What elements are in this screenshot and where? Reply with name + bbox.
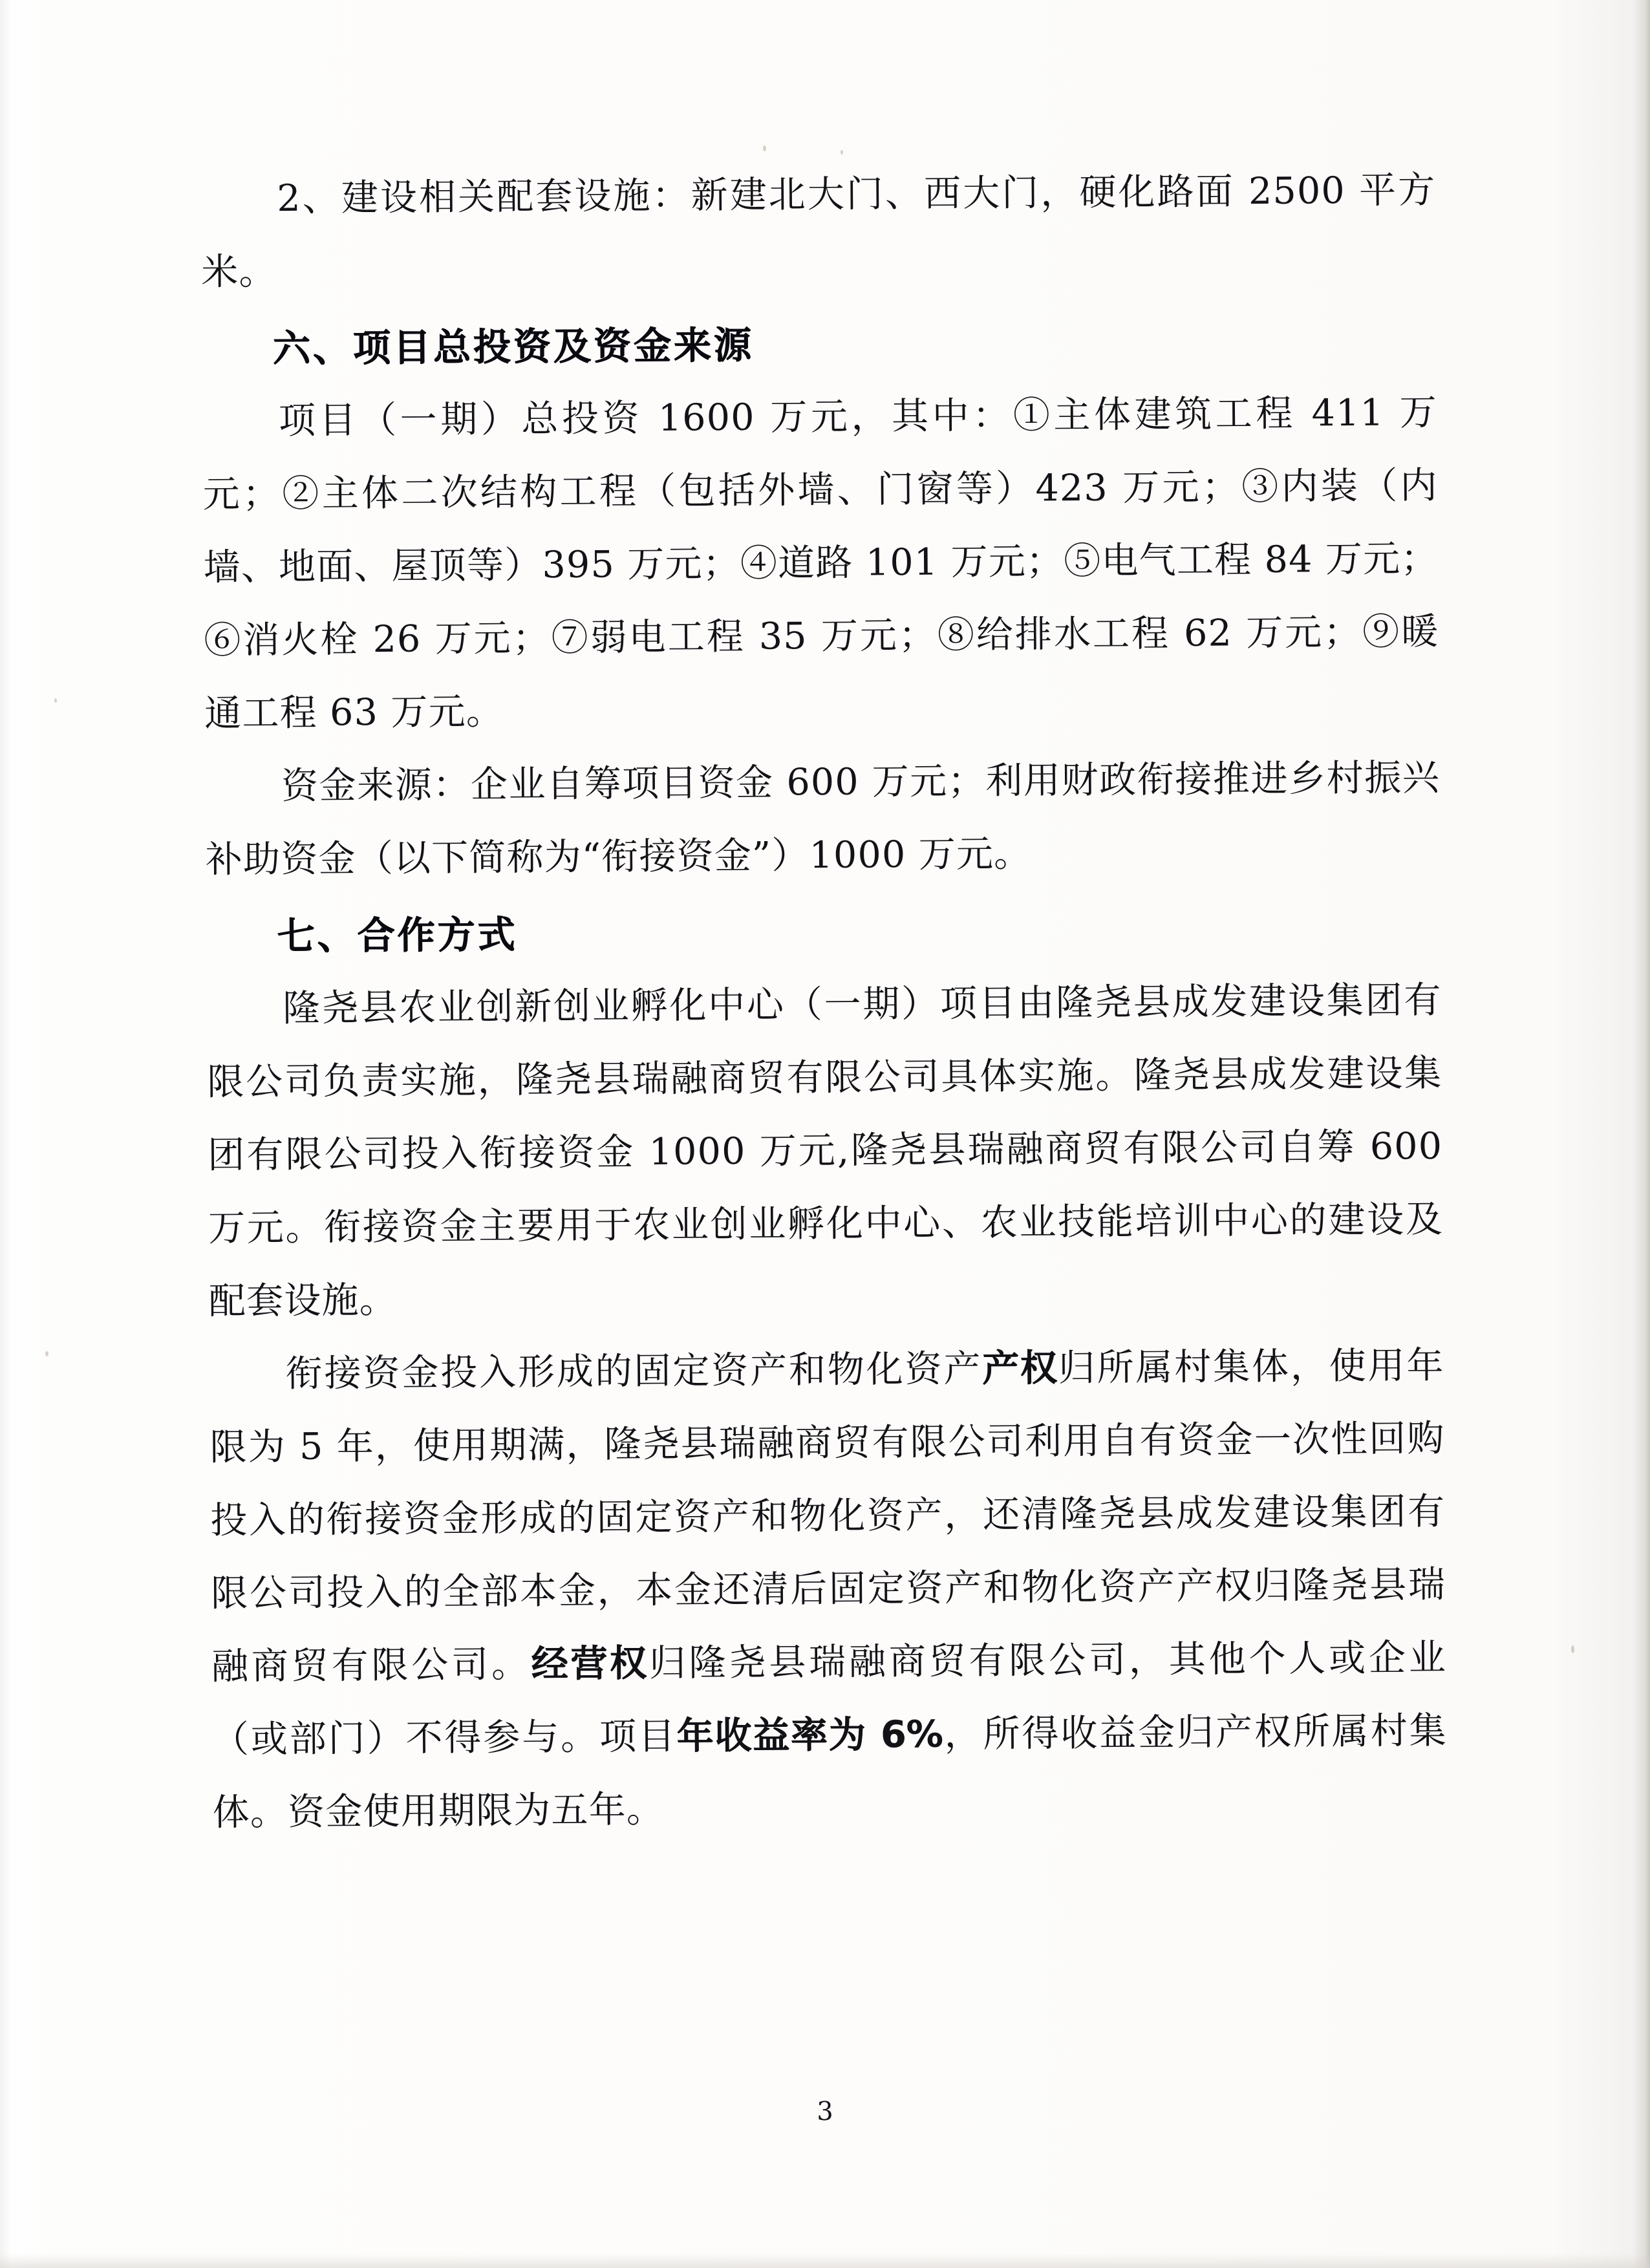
scan-edge-left	[0, 0, 12, 2268]
scan-speck	[1571, 1645, 1574, 1653]
scan-speck	[45, 1351, 48, 1356]
heading-section-six: 六、项目总投资及资金来源	[272, 323, 755, 371]
scan-speck	[54, 698, 57, 703]
paragraph-investment-breakdown: 项目（一期）总投资 1600 万元，其中：①主体建筑工程 411 万元；②主体二次结构工程（包括外墙、门窗等）423 万元；③内装（内墙、地面、屋顶等）395 万元；④道路 101 万元；⑤电气工程 84 万元；⑥消火栓 26 万元；⑦弱电工程 35 万元；⑧给排水工程 62 万元；⑨暖通工程 63 万元。	[202, 390, 1439, 735]
plain-text: 归隆尧县瑞融商贸有限公司，其他个人或企业（或部门）不得参与。项目	[211, 1636, 1447, 1761]
heading-section-seven: 七、合作方式	[277, 912, 519, 959]
paragraph-funding-source: 资金来源：企业自筹项目资金 600 万元；利用财政衔接推进乡村振兴补助资金（以下简称为“衔接资金”）1000 万元。	[205, 756, 1441, 881]
emphasis-text: 经营权	[531, 1642, 650, 1686]
paragraph-facilities: 2、建设相关配套设施：新建北大门、西大门，硬化路面 2500 平方米。	[200, 168, 1436, 294]
document-text-block	[200, 154, 1448, 1850]
plain-text: 衔接资金投入形成的固定资产和物化资产	[285, 1347, 983, 1396]
plain-text: ，所得收益金归产权所属村集体。资金使用期限为五年。	[212, 1709, 1448, 1834]
page-number: 3	[817, 2096, 833, 2127]
paragraph-implementation: 隆尧县农业创新创业孵化中心（一期）项目由隆尧县成发建设集团有限公司负责实施，隆尧县瑞融商贸有限公司具体实施。隆尧县成发建设集团有限公司投入衔接资金 1000 万元,隆尧县瑞融商贸有限公司自筹 600 万元。衔接资金主要用于农业创业孵化中心、农业技能培训中心的建设及配套设施。	[207, 978, 1444, 1323]
emphasis-text: 年收益率为 6%	[676, 1713, 944, 1758]
scan-edge-right	[1633, 0, 1650, 2268]
emphasis-text: 产权	[982, 1347, 1058, 1391]
paragraph-ownership	[209, 1329, 1448, 1850]
plain-text: 归所属村集体，使用年限为 5 年，使用期满，隆尧县瑞融商贸有限公司利用自有资金一次性回购投入的衔接资金形成的固定资产和物化资产，还清隆尧县成发建设集团有限公司投入的全部本金，本金还清后固定资产和物化资产产权归隆尧县瑞融商贸有限公司。	[209, 1343, 1446, 1688]
scan-speck	[841, 150, 843, 155]
scan-edge-bottom	[0, 2254, 1650, 2268]
scan-speck	[763, 145, 766, 151]
